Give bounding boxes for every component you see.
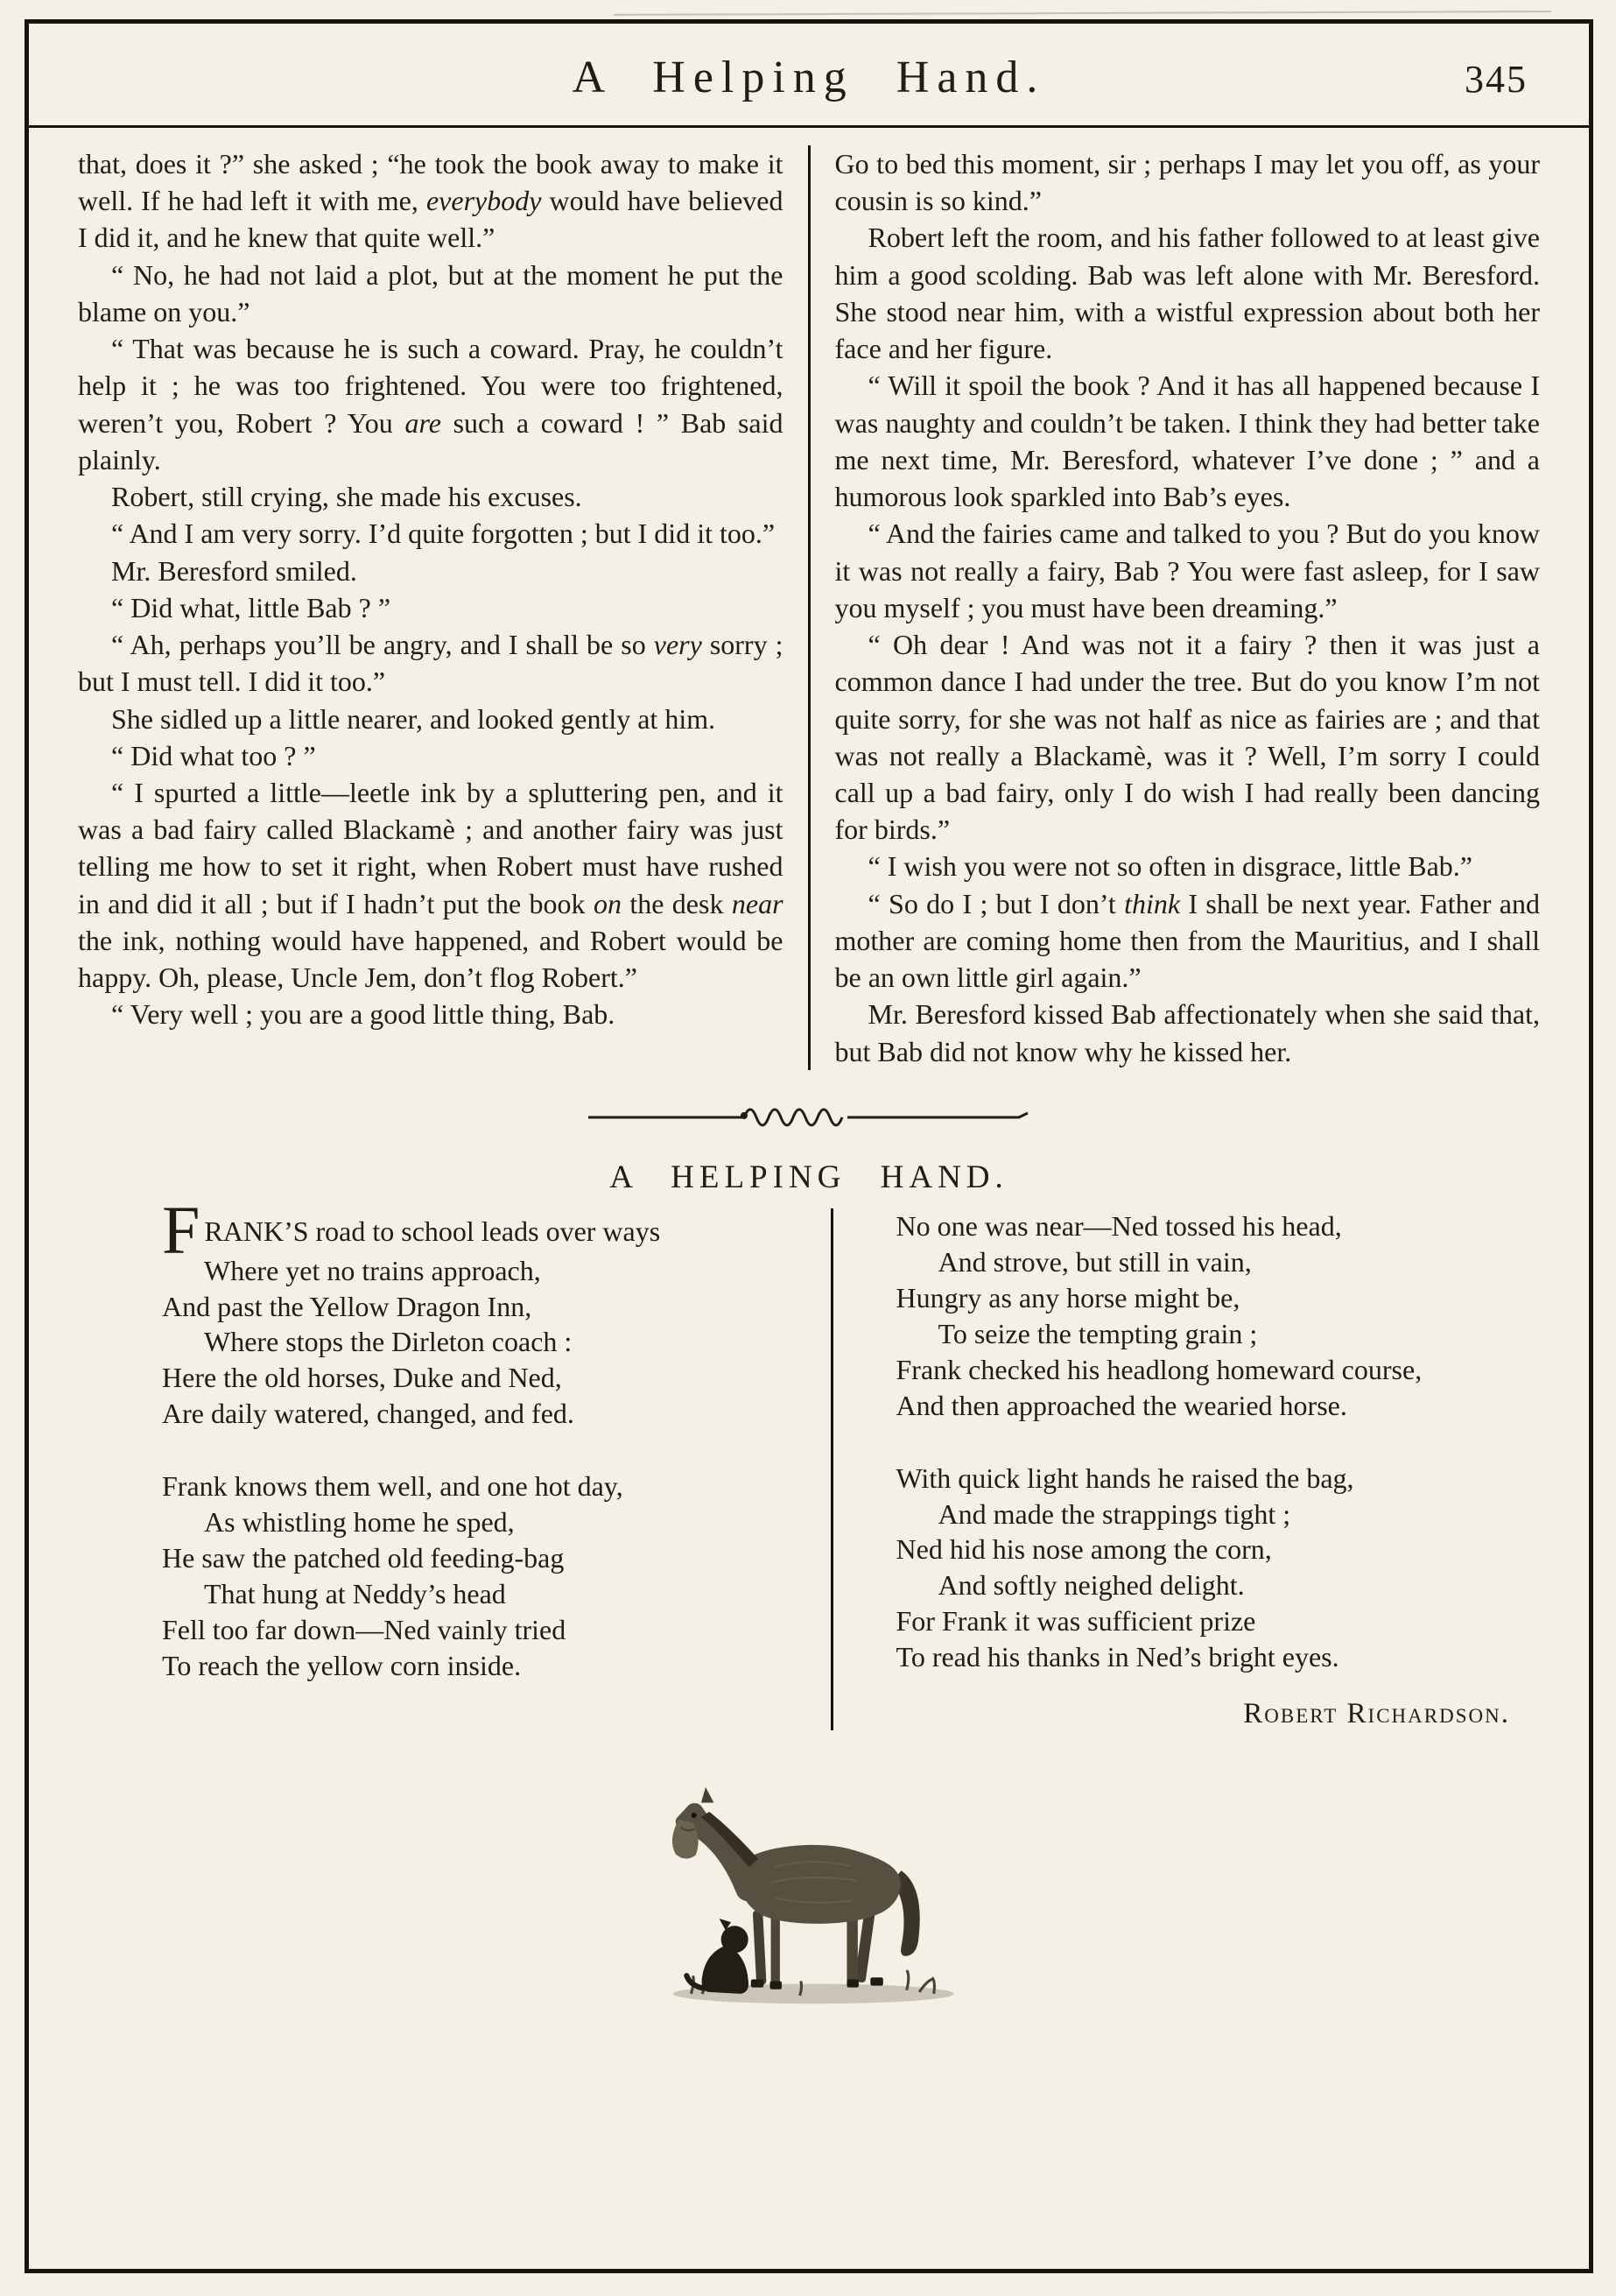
paragraph: “ And the fairies came and talked to you ? But do you know it was not really a fairy, Bab ? You were fast asleep, for I saw you myself ; you must have been dreaming.” xyxy=(834,518,1540,623)
stanza xyxy=(896,1208,1541,1424)
paragraph: Robert left the room, and his father followed to at least give him a good scolding. Bab was left alone with Mr. Beresford. She stood near him, with a wistful expression about both her face and her figure. xyxy=(834,222,1540,365)
poem-line: And past the Yellow Dragon Inn, xyxy=(162,1290,532,1322)
poem-line: He saw the patched old feeding-bag xyxy=(162,1542,565,1574)
poem-line: Fell too far down—Ned vainly tried xyxy=(162,1614,566,1646)
paragraph: Robert, still crying, she made his excuses. xyxy=(111,481,582,513)
poem-line: To read his thanks in Ned’s bright eyes. xyxy=(896,1641,1339,1673)
poem-line: To reach the yellow corn inside. xyxy=(162,1650,522,1682)
paragraph: Go to bed this moment, sir ; perhaps I may let you off, as your cousin is so kind.” xyxy=(834,148,1540,217)
running-header xyxy=(78,52,1540,113)
story-section xyxy=(78,128,1540,1070)
stanza xyxy=(896,1461,1541,1676)
paragraph: “ Very well ; you are a good little thing, Bab. xyxy=(111,998,615,1031)
poem-line: And softly neighed delight. xyxy=(938,1569,1245,1602)
paragraph: “ Did what too ? ” xyxy=(111,739,316,771)
story-right-column xyxy=(835,145,1541,1070)
poem-title: A HELPING HAND. xyxy=(609,1159,1008,1195)
paragraph: “ I wish you were not so often in disgrace, little Bab.” xyxy=(868,850,1472,883)
column-divider-rule xyxy=(808,145,811,1070)
horse-and-dog-illustration xyxy=(625,1760,993,2023)
story-left-column xyxy=(78,145,783,1070)
paragraph: “ And I am very sorry. I’d quite forgotten ; but I did it too.” xyxy=(111,518,776,550)
section-divider xyxy=(78,1096,1540,1136)
poem-section xyxy=(78,1191,1540,1730)
poem-line: And strove, but still in vain, xyxy=(938,1245,1252,1278)
page-number: 345 xyxy=(1465,58,1528,101)
poem-line: And then approached the wearied horse. xyxy=(896,1389,1347,1421)
scan-artifact-line xyxy=(614,11,1551,16)
poem-line: Frank checked his headlong homeward course, xyxy=(896,1353,1423,1385)
paragraph: that, does it ?” she asked ; “he took the book away to make it well. If he had left it with me, everybody would have believed I did it, and he knew that quite well.” xyxy=(78,148,783,254)
poem-line: Ned hid his nose among the corn, xyxy=(896,1533,1272,1566)
paragraph: She sidled up a little nearer, and looked gently at him. xyxy=(111,702,716,735)
paragraph: Mr. Beresford smiled. xyxy=(111,554,357,587)
poem-column-divider-rule xyxy=(831,1208,833,1730)
paragraph: “ Ah, perhaps you’ll be angry, and I shall be so very sorry ; but I must tell. I did it too.” xyxy=(78,629,783,698)
poem-line: That hung at Neddy’s head xyxy=(204,1578,506,1610)
poem-left-column xyxy=(78,1191,806,1730)
poem-author: Robert Richardson. xyxy=(1243,1698,1510,1730)
poem-right-stanzas xyxy=(896,1208,1541,1675)
flourish-divider-icon xyxy=(581,1096,1036,1131)
drop-cap: F xyxy=(162,1191,200,1268)
page-content xyxy=(29,24,1589,2269)
poem-line: No one was near—Ned tossed his head, xyxy=(896,1209,1342,1242)
page-border xyxy=(25,19,1593,2273)
paragraph: “ Oh dear ! And was not it a fairy ? then it was just a common dance I had under the tree. But do you know I’m not quite sorry, for she was not half as nice as fairies are ; and that was not really a Blackamè, was it ? Well, I’m sorry I could call up a bad fairy, only I do wish I had really been dancing for birds.” xyxy=(834,629,1540,846)
poem-line: Frank knows them well, and one hot day, xyxy=(162,1470,623,1503)
paragraph: “ Did what, little Bab ? ” xyxy=(111,591,391,623)
poem-line: As whistling home he sped, xyxy=(204,1506,515,1539)
page-title: A Helping Hand. xyxy=(572,53,1046,102)
illustration-area xyxy=(78,1760,1540,2027)
stanza xyxy=(162,1468,806,1684)
paragraph: Mr. Beresford kissed Bab affectionately when she said that, but Bab did not know why he kissed her. xyxy=(834,998,1540,1067)
poem-line: To seize the tempting grain ; xyxy=(938,1317,1258,1349)
paragraph: “ That was because he is such a coward. Pray, he couldn’t help it ; he was too frightened. You were too frightened, weren’t you, Robert ? You are such a coward ! ” Bab said plainly. xyxy=(78,333,783,475)
paragraph: “ So do I ; but I don’t think I shall be next year. Father and mother are coming home then from the Mauritius, and I shall be an own little girl again.” xyxy=(834,887,1541,994)
poem-line: Where stops the Dirleton coach : xyxy=(204,1326,573,1358)
poem-line: With quick light hands he raised the bag, xyxy=(896,1461,1354,1494)
poem-right-column xyxy=(858,1208,1541,1730)
paragraph: “ I spurted a little—leetle ink by a spluttering pen, and it was a bad fairy called Blackamè ; and another fairy was just telling me how to set it right, when Robert must have rushed in and did it all ; but if I hadn’t put the book on the desk near the ink, nothing would have happened, and Robert would be happy. Oh, please, Uncle Jem, don’t flog Robert.” xyxy=(78,776,783,994)
poem-line: Where yet no trains approach, xyxy=(204,1254,541,1286)
poem-line: For Frank it was sufficient prize xyxy=(896,1605,1256,1637)
stanza xyxy=(162,1191,806,1432)
poem-line: Here the old horses, Duke and Ned, xyxy=(162,1362,562,1394)
paragraph: “ Will it spoil the book ? And it has all happened because I was naughty and couldn’t be taken. I think they had better take me next time, Mr. Beresford, whatever I’ve done ; ” and a humorous look sparkled into Bab’s eyes. xyxy=(834,370,1540,513)
paragraph: “ No, he had not laid a plot, but at the moment he put the blame on you.” xyxy=(78,258,783,327)
poem-line: Are daily watered, changed, and fed. xyxy=(162,1398,574,1430)
poem-line: Hungry as any horse might be, xyxy=(896,1281,1240,1314)
poem-line: FRANK’S road to school leads over ways xyxy=(162,1191,661,1268)
poem-line: And made the strappings tight ; xyxy=(938,1497,1291,1530)
